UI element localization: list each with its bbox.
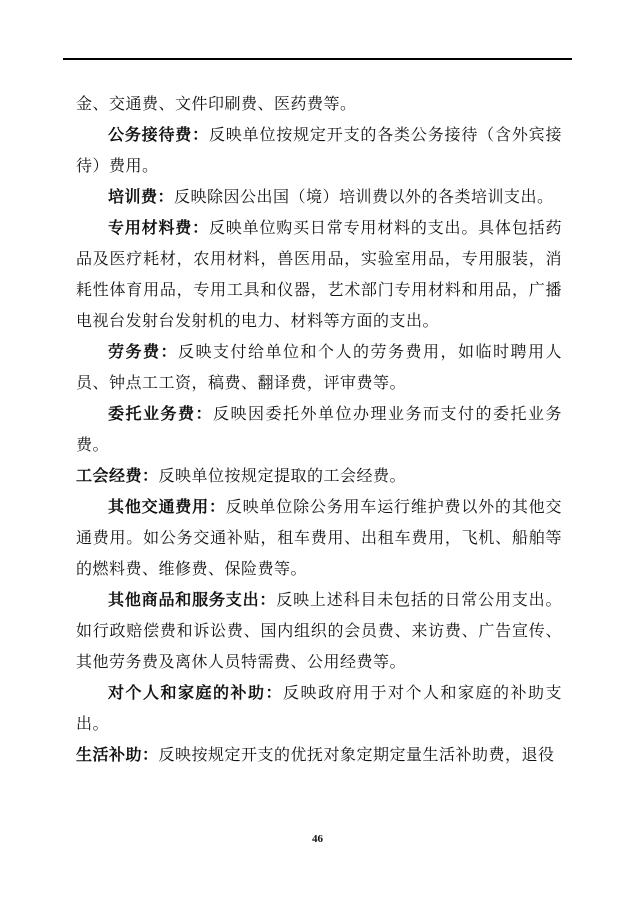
- term-definition: 反映上述科目未包括的日常公用支出。如行政赔偿费和诉讼费、国内组织的会员费、来访费、广告宣传、其他劳务费及离休人员特需费、公用经费等。: [76, 592, 562, 671]
- header-rule: [63, 58, 572, 60]
- paragraph: [76, 213, 562, 337]
- term-definition: 反映单位按规定开支的各类公务接待（含外宾接待）费用。: [76, 127, 562, 175]
- term-label: 培训费：: [108, 189, 175, 206]
- paragraph: [76, 399, 562, 461]
- term-definition: 反映单位按规定提取的工会经费。: [158, 468, 407, 485]
- term-label: 生活补助：: [76, 747, 159, 764]
- term-definition: 金、交通费、文件印刷费、医药费等。: [76, 96, 357, 113]
- term-label: 委托业务费：: [108, 406, 213, 423]
- term-definition: 反映政府用于对个人和家庭的补助支出。: [76, 685, 562, 733]
- term-definition: 反映按规定开支的优抚对象定期定量生活补助费，退役: [158, 747, 555, 764]
- term-definition: 反映除因公出国（境）培训费以外的各类培训支出。: [174, 189, 554, 206]
- term-label: 对个人和家庭的补助：: [108, 685, 283, 702]
- document-body: [76, 89, 562, 771]
- term-definition: 反映单位购买日常专用材料的支出。具体包括药品及医疗耗材，农用材料，兽医用品，实验室用品，专用服装，消耗性体育用品，专用工具和仪器，艺术部门专用材料和用品，广播电视台发射台发射机的电力、材料等方面的支出。: [76, 220, 562, 330]
- paragraph: [76, 740, 562, 771]
- paragraph: [76, 182, 562, 213]
- paragraph: [76, 492, 562, 585]
- term-label: 公务接待费：: [108, 127, 209, 144]
- term-definition: 反映单位除公务用车运行维护费以外的其他交通费用。如公务交通补贴，租车费用、出租车费用，飞机、船舶等的燃料费、维修费、保险费等。: [76, 499, 562, 578]
- paragraph: [76, 120, 562, 182]
- term-label: 工会经费：: [76, 468, 159, 485]
- page-number: 46: [312, 833, 323, 845]
- term-definition: 反映支付给单位和个人的劳务费用，如临时聘用人员、钟点工工资，稿费、翻译费，评审费等。: [76, 344, 562, 392]
- paragraph: [76, 585, 562, 678]
- term-label: 其他商品和服务支出：: [108, 592, 277, 609]
- paragraph: [76, 461, 562, 492]
- paragraph: [76, 337, 562, 399]
- term-label: 其他交通费用：: [108, 499, 226, 516]
- term-label: 专用材料费：: [108, 220, 209, 237]
- term-label: 劳务费：: [108, 344, 178, 361]
- paragraph: [76, 678, 562, 740]
- paragraph: [76, 89, 562, 120]
- term-definition: 反映因委托外单位办理业务而支付的委托业务费。: [76, 406, 562, 454]
